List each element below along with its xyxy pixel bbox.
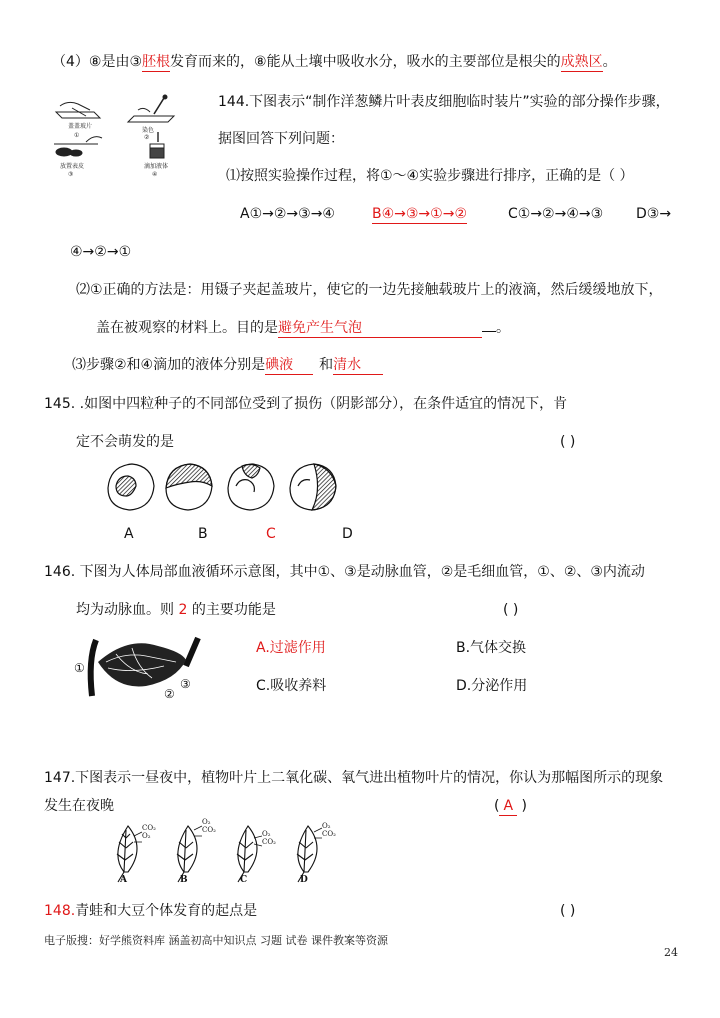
fig-num-1: ① <box>74 132 80 139</box>
fig-num-2: ② <box>144 134 150 141</box>
q146-option-a-answer: A.过滤作用 <box>256 640 326 656</box>
q146-paren: ( ) <box>503 602 519 618</box>
step4-illustration <box>150 132 164 158</box>
q145-line1: 145. .如图中四粒种子的不同部位受到了损伤（阴影部分），在条件适宜的情况下，肯 <box>44 396 568 412</box>
fig-num-3: ③ <box>68 171 74 178</box>
leaf-c-o2: O₂ <box>262 830 271 838</box>
step3-illustration <box>54 137 102 156</box>
fig-label-3: 放置表皮 <box>60 163 85 170</box>
leaf-d-co2: CO₂ <box>322 830 336 838</box>
answer-radicle: 胚根 <box>142 54 171 70</box>
q144-sub3: ⑶步骤②和④滴加的液体分别是碘液 和清水 <box>72 355 383 375</box>
fig-label-1: 盖盖玻片 <box>68 123 93 130</box>
q145-line2: 定不会萌发的是 <box>76 434 174 450</box>
q148: 148.青蛙和大豆个体发育的起点是 <box>44 903 258 919</box>
seed-label-c-answer: C <box>266 526 276 542</box>
page-number: 24 <box>664 946 678 959</box>
q144-title-line1: 144.下图表示“制作洋葱鳞片叶表皮细胞临时装片”实验的部分操作步骤， <box>218 94 670 110</box>
q147-line2: 发生在夜晚 <box>44 798 114 814</box>
q144-option-a: A①→②→③→④ <box>240 206 335 222</box>
fig-label-4: 滴加液体 <box>144 163 169 170</box>
leaf-b-o2: O₂ <box>202 818 211 826</box>
fig-num-4: ④ <box>152 171 158 178</box>
q147-line1: 147.下图表示一昼夜中，植物叶片上二氧化碳、氧气进出植物叶片的情况，你认为那幅图所示的现象 <box>44 770 664 786</box>
leaf-label-a: A <box>120 875 127 885</box>
leaf-a-co2: CO₂ <box>142 824 156 832</box>
q148-paren: ( ) <box>560 903 576 919</box>
seed-c <box>228 464 274 510</box>
leaf-label-c: C <box>240 875 248 885</box>
step2-illustration <box>128 95 174 122</box>
leaf-d-o2: O₂ <box>322 822 331 830</box>
seed-label-d: D <box>342 526 353 542</box>
q144-title-line2: 据图回答下列问题： <box>218 131 344 147</box>
seed-a <box>108 464 154 510</box>
q144-sub2-line2: 盖在被观察的材料上。目的是避免产生气泡 。 <box>96 320 510 336</box>
q144-option-b: B④→③→①→② <box>372 206 467 222</box>
seed-b <box>166 464 212 510</box>
q145-paren: ( ) <box>560 434 576 450</box>
leaf-c-co2: CO₂ <box>262 838 276 846</box>
capillary-figure <box>72 632 212 702</box>
footer-text: 电子版搜：好学熊资料库 涵盖初高中知识点 习题 试卷 课件教案等资源 <box>44 934 388 947</box>
seed-label-a: A <box>124 526 134 542</box>
answer-water: 清水 <box>333 356 383 375</box>
q146-option-c: C.吸收养料 <box>256 678 327 694</box>
vessel-label-1: ① <box>74 661 85 675</box>
vessel-label-3: ③ <box>180 677 191 691</box>
leaf-b-co2: CO₂ <box>202 826 216 834</box>
q144-option-d-part2: ④→②→① <box>70 244 132 260</box>
seeds-figure <box>100 458 360 518</box>
answer-maturation-zone: 成熟区 <box>560 54 603 70</box>
leaf-a-o2: O₂ <box>142 832 151 840</box>
slide-preparation-figure <box>46 92 196 178</box>
vessel-label-2: ② <box>164 687 175 701</box>
answer-avoid-bubbles: 避免产生气泡 <box>278 319 482 338</box>
q147-answer: A <box>499 797 517 816</box>
seed-d <box>290 464 336 510</box>
leaves-figure <box>106 816 346 886</box>
q144-sub2-line1: ⑵①正确的方法是：用镊子夹起盖玻片，使它的一边先接触载玻片上的液滴，然后缓缓地放下， <box>76 282 663 298</box>
q146-option-b: B.气体交换 <box>456 640 527 656</box>
seed-label-b: B <box>198 526 208 542</box>
q144-option-d-part1: D③→ <box>636 206 672 222</box>
step1-illustration <box>56 102 100 118</box>
fig-label-2: 染色 <box>142 127 155 134</box>
q147-paren: ( A ) <box>494 798 527 814</box>
leaf-label-b: B <box>180 875 188 885</box>
q143-part4: （4）⑧是由③胚根发育而来的，⑧能从土壤中吸收水分，吸水的主要部位是根尖的成熟区。 <box>52 54 617 70</box>
q144-option-c: C①→②→④→③ <box>508 206 604 222</box>
leaf-label-d: D <box>300 875 308 885</box>
q146-line1: 146. 下图为人体局部血液循环示意图，其中①、③是动脉血管，②是毛细血管，①、②、③内流动 <box>44 564 645 580</box>
answer-iodine: 碘液 <box>265 356 313 375</box>
q146-option-d: D.分泌作用 <box>456 678 528 694</box>
q144-sub1: ⑴按照实验操作过程，将①～④实验步骤进行排序，正确的是（ ） <box>226 168 634 184</box>
q146-line2: 均为动脉血。则 2 的主要功能是 <box>76 602 276 618</box>
